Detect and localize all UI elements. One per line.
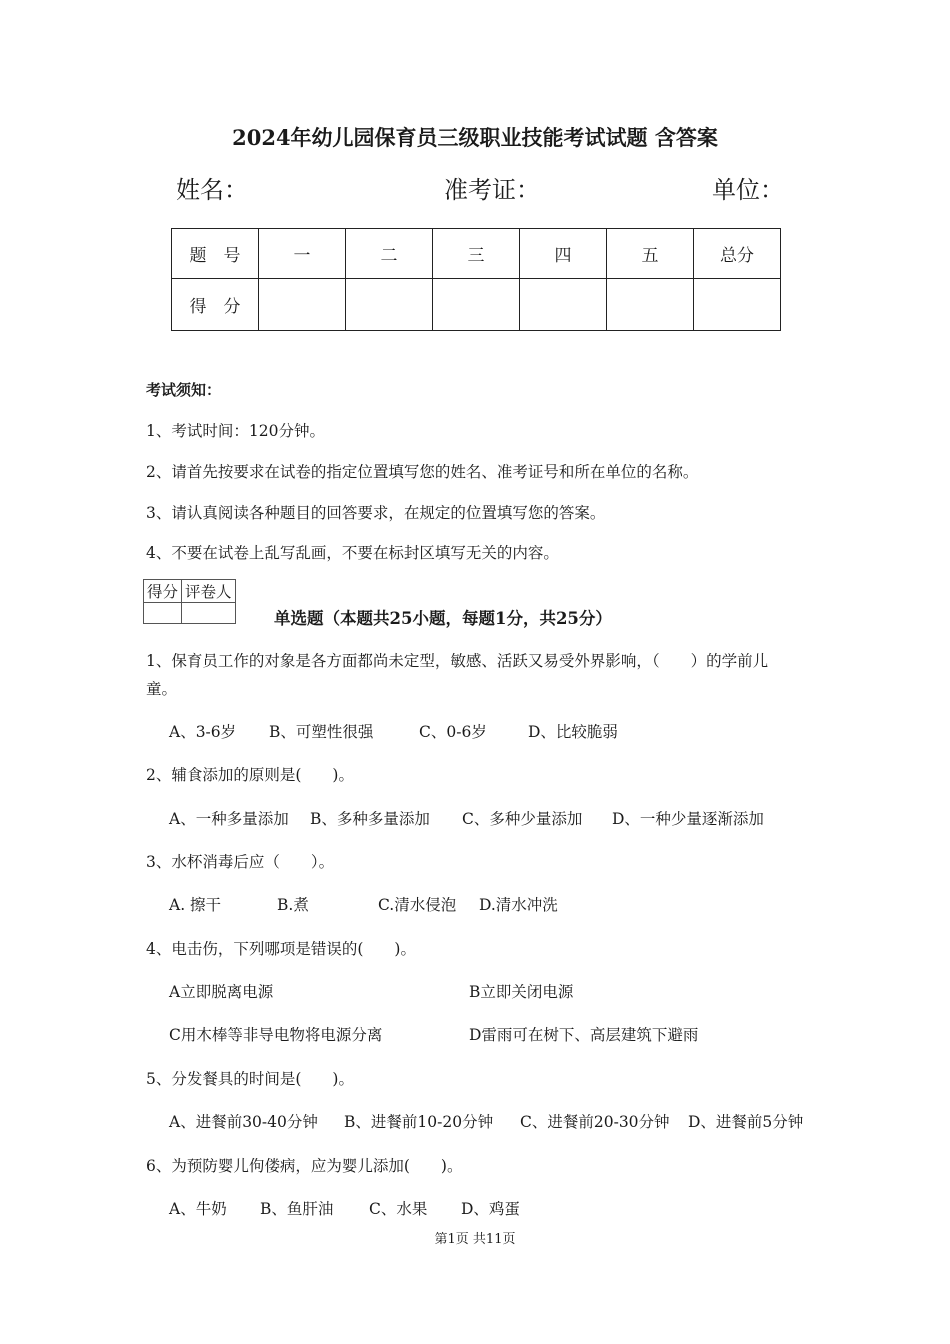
answer-option[interactable]: C用木棒等非导电物将电源分离 bbox=[169, 1026, 383, 1044]
answer-option[interactable]: B、进餐前10-20分钟 bbox=[344, 1113, 494, 1131]
answer-option[interactable]: C、多种少量添加 bbox=[462, 810, 583, 828]
notice-heading: 考试须知： bbox=[146, 381, 222, 399]
grader-box bbox=[143, 579, 236, 624]
question-stem: 3、水杯消毒后应（ ）。 bbox=[146, 853, 335, 871]
page-title: 2024年幼儿园保育员三级职业技能考试试题 含答案 bbox=[232, 125, 718, 150]
score-cell[interactable] bbox=[346, 279, 433, 331]
answer-option[interactable]: A、一种多量添加 bbox=[169, 810, 289, 828]
answer-option[interactable]: C.清水侵泡 bbox=[378, 896, 457, 914]
page-footer: 第1页 共11页 bbox=[434, 1232, 516, 1247]
question-stem: 5、分发餐具的时间是( )。 bbox=[146, 1070, 354, 1088]
score-table-header-cell: 题 号 bbox=[172, 229, 259, 279]
answer-option[interactable]: B、多种多量添加 bbox=[310, 810, 430, 828]
answer-option[interactable]: D.清水冲洗 bbox=[479, 896, 558, 914]
grader-name-label: 评卷人 bbox=[182, 580, 236, 603]
question-stem: 2、辅食添加的原则是( )。 bbox=[146, 766, 354, 784]
score-cell[interactable] bbox=[694, 279, 781, 331]
score-table-header-cell: 四 bbox=[520, 229, 607, 279]
answer-option[interactable]: A、3-6岁 bbox=[169, 723, 237, 741]
score-cell[interactable] bbox=[520, 279, 607, 331]
grader-score-label: 得分 bbox=[144, 580, 182, 603]
answer-option[interactable]: D、比较脆弱 bbox=[528, 723, 618, 741]
section-title: 单选题（本题共25小题，每题1分，共25分） bbox=[274, 609, 612, 628]
answer-option[interactable]: B、鱼肝油 bbox=[260, 1200, 334, 1218]
answer-option[interactable]: D、鸡蛋 bbox=[461, 1200, 520, 1218]
answer-option[interactable]: A、进餐前30-40分钟 bbox=[169, 1113, 318, 1131]
score-table-header-cell: 总分 bbox=[694, 229, 781, 279]
answer-option[interactable]: B立即关闭电源 bbox=[469, 983, 574, 1001]
question-stem: 6、为预防婴儿佝偻病，应为婴儿添加( )。 bbox=[146, 1157, 463, 1175]
answer-option[interactable]: B、可塑性很强 bbox=[269, 723, 374, 741]
answer-option[interactable]: D雷雨可在树下、高层建筑下避雨 bbox=[469, 1026, 699, 1044]
score-table-header-cell: 一 bbox=[259, 229, 346, 279]
grader-score-cell[interactable] bbox=[144, 603, 182, 624]
answer-option[interactable]: A. 擦干 bbox=[169, 896, 222, 914]
score-table bbox=[171, 228, 781, 331]
answer-option[interactable]: D、进餐前5分钟 bbox=[688, 1113, 804, 1131]
score-table-score-row bbox=[172, 279, 781, 331]
notice-item: 4、不要在试卷上乱写乱画，不要在标封区填写无关的内容。 bbox=[146, 544, 559, 562]
score-table-header-cell: 二 bbox=[346, 229, 433, 279]
notice-item: 3、请认真阅读各种题目的回答要求，在规定的位置填写您的答案。 bbox=[146, 504, 606, 522]
answer-option[interactable]: D、一种少量逐渐添加 bbox=[612, 810, 764, 828]
answer-option[interactable]: C、0-6岁 bbox=[419, 723, 487, 741]
answer-option[interactable]: B.煮 bbox=[277, 896, 309, 914]
answer-option[interactable]: A立即脱离电源 bbox=[169, 983, 274, 1001]
notice-item: 1、考试时间：120分钟。 bbox=[146, 422, 325, 440]
answer-option[interactable]: A、牛奶 bbox=[169, 1200, 227, 1218]
exam-id-field-label: 准考证： bbox=[444, 176, 540, 204]
score-table-row-label: 得 分 bbox=[172, 279, 259, 331]
question-stem: 4、电击伤，下列哪项是错误的( )。 bbox=[146, 940, 416, 958]
unit-field-label: 单位： bbox=[712, 176, 784, 204]
score-cell[interactable] bbox=[607, 279, 694, 331]
score-cell[interactable] bbox=[259, 279, 346, 331]
question-stem-continued: 童。 bbox=[146, 680, 178, 698]
question-stem: 1、保育员工作的对象是各方面都尚未定型，敏感、活跃又易受外界影响，（ ）的学前儿 bbox=[146, 652, 769, 670]
score-table-header-row bbox=[172, 229, 781, 279]
score-table-header-cell: 三 bbox=[433, 229, 520, 279]
answer-option[interactable]: C、水果 bbox=[369, 1200, 428, 1218]
score-cell[interactable] bbox=[433, 279, 520, 331]
score-table-header-cell: 五 bbox=[607, 229, 694, 279]
notice-item: 2、请首先按要求在试卷的指定位置填写您的姓名、准考证号和所在单位的名称。 bbox=[146, 463, 699, 481]
grader-name-cell[interactable] bbox=[182, 603, 236, 624]
name-field-label: 姓名： bbox=[176, 176, 248, 204]
answer-option[interactable]: C、进餐前20-30分钟 bbox=[520, 1113, 670, 1131]
